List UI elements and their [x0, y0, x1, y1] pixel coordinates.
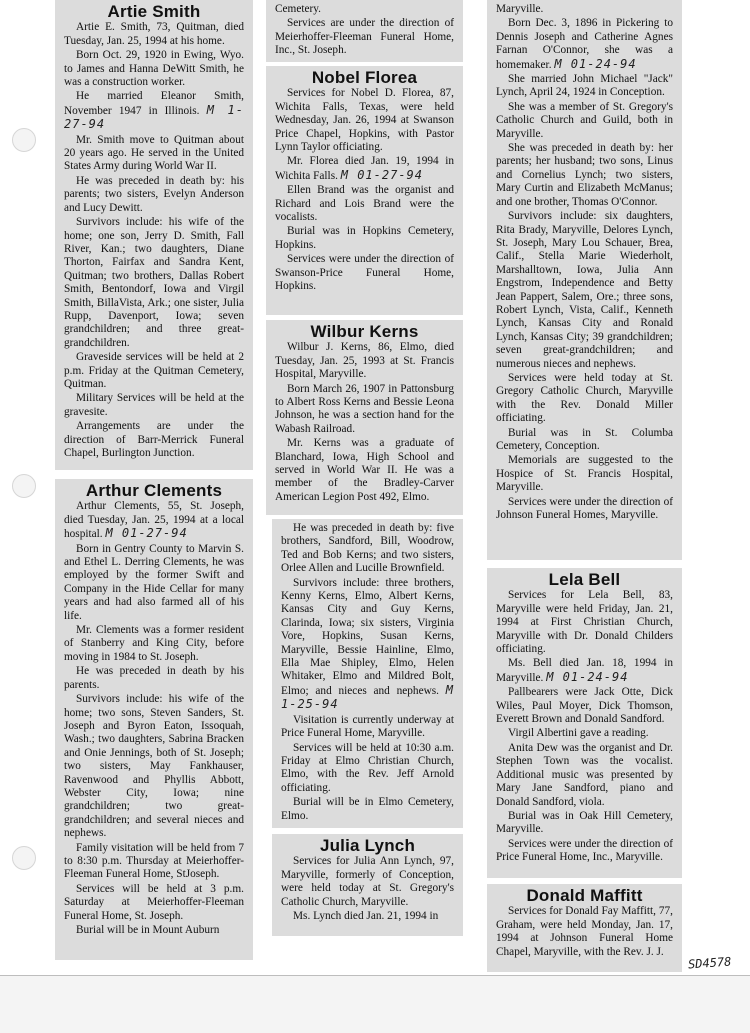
paragraph: Mr. Kerns was a graduate of Blanchard, Iowa, High School and served in World War II. He was a member of the Bradley-Carver American Legion Post 492, Elmo.: [275, 437, 454, 503]
obituary-wilbur-kerns: [266, 320, 463, 515]
paragraph: Military Services will be held at the gravesite.: [64, 392, 244, 418]
paragraph: Born Dec. 3, 1896 in Pickering to Dennis Joseph and Catherine Agnes Farnan O'Connor, she was a homemaker. M 01-24-94: [496, 17, 673, 71]
obituary-julia-lynch: [272, 834, 463, 936]
paragraph: Services were under the direction of Swanson-Price Funeral Home, Hopkins.: [275, 253, 454, 293]
paragraph: She was a member of St. Gregory's Catholic Church and Guild, both in Maryville.: [496, 100, 673, 140]
obituary-julia-lynch-continued: [487, 0, 682, 560]
paragraph: Services for Julia Ann Lynch, 97, Maryville, formerly of Conception, were held today at St. Gregory's Catholic Church, Maryville.: [281, 855, 454, 908]
paragraph: Mr. Florea died Jan. 19, 1994 in Wichita Falls. M 01-27-94: [275, 155, 454, 182]
archive-stamp: SD4578: [687, 954, 732, 972]
paragraph: Services for Nobel D. Florea, 87, Wichita Falls, Texas, were held Wednesday, Jan. 26, 1994 at Swanson Price Chapel, Hopkins, with Pastor Lynn Taylor officiating.: [275, 87, 454, 154]
paragraph: Burial will be in Mount Auburn: [76, 924, 220, 936]
obituary-title: Wilbur Kerns: [310, 322, 419, 341]
paragraph: He was preceded in death by his parents.: [64, 665, 244, 691]
paragraph: She was preceded in death by: her parents; her husband; two sons, Linus and Cornelius Lynch; two sisters, Mary Curtin and Elizabeth McManus; and one brother, Thomas O'Connor.: [496, 142, 673, 208]
paragraph: He was preceded in death by: his parents; two sisters, Evelyn Anderson and Lucy Dewitt.: [64, 174, 244, 214]
handwritten-date: M 01-24-94: [554, 56, 637, 71]
obituary-continuation: [266, 0, 463, 62]
obituary-lela-bell: [487, 568, 682, 878]
handwritten-date: M 1-27-94: [64, 102, 244, 132]
paragraph: Memorials are suggested to the Hospice of St. Francis Hospital, Maryville.: [496, 454, 673, 494]
paragraph: Born in Gentry County to Marvin S. and Ethel L. Derring Clements, he was employed by the former Swift and Company in the Hide Cellar for many years and had also farmed all of his life.: [64, 542, 244, 622]
handwritten-date: M 01-27-94: [340, 167, 423, 182]
paragraph: Burial was in Oak Hill Cemetery, Maryville.: [496, 809, 673, 836]
paragraph: He married Eleanor Smith, November 1947 in Illinois. M 1-27-94: [64, 90, 244, 132]
paragraph: Mr. Smith move to Quitman about 20 years ago. He served in the United States Army during World War II.: [64, 133, 244, 173]
obituary-wilbur-kerns-continued: [272, 519, 463, 828]
punch-hole: [12, 474, 36, 498]
punch-hole: [12, 128, 36, 152]
handwritten-date: M 01-27-94: [105, 526, 188, 541]
paragraph: Wilbur J. Kerns, 86, Elmo, died Tuesday, Jan. 25, 1993 at St. Francis Hospital, Maryville.: [275, 341, 454, 381]
paragraph: Maryville.: [496, 3, 544, 15]
paragraph: Family visitation will be held from 7 to 8:30 p.m. Thursday at Meierhoffer-Fleeman Funeral Home, StJoseph.: [64, 841, 244, 881]
paragraph: Ellen Brand was the organist and Richard and Lois Brand were the vocalists.: [275, 184, 454, 224]
obituary-title: Donald Maffitt: [526, 886, 643, 905]
obituary-title: Artie Smith: [107, 2, 201, 21]
paragraph: Services will be held at 3 p.m. Saturday at Meierhoffer-Fleeman Funeral Home, St. Joseph.: [64, 882, 244, 922]
paragraph: She married John Michael "Jack" Lynch, April 24, 1924 in Conception.: [496, 73, 673, 99]
paragraph: Cemetery.: [275, 3, 322, 15]
punch-hole: [12, 846, 36, 870]
paragraph: Mr. Clements was a former resident of Stanberry and King City, before moving in 1984 to St. Joseph.: [64, 624, 244, 663]
paragraph: Ms. Lynch died Jan. 21, 1994 in: [293, 910, 439, 923]
paragraph: Burial will be in Elmo Cemetery, Elmo.: [281, 796, 454, 822]
paragraph: Services for Donald Fay Maffitt, 77, Graham, were held Monday, Jan. 17, 1994 at Johnson Funeral Home Chapel, Maryville, with the Rev. J. J.: [496, 905, 673, 958]
paragraph: Artie E. Smith, 73, Quitman, died Tuesday, Jan. 25, 1994 at his home.: [64, 21, 244, 47]
paragraph: Virgil Albertini gave a reading.: [508, 727, 649, 740]
obituary-nobel-florea: [266, 66, 463, 315]
paragraph: Survivors include: his wife of the home; one son, Jerry D. Smith, Fall River, Kan.; two daughters, Diane Thorton, Fairfax and Sandra Kent, Quitman; two brothers, Dallas Robert Smith, Bentondorf, Iowa and Virgil Smith, BillaVista, Ark.; one sister, Julia Rupp, Davenport, Iowa; seven grandchildren; and three great-grandchildren.: [64, 216, 244, 349]
obituary-title: Arthur Clements: [85, 481, 223, 500]
paragraph: Services will be held at 10:30 a.m. Friday at Elmo Christian Church, Elmo, with the Rev. Jeff Arnold officiating.: [281, 741, 454, 794]
paragraph: Burial was in Hopkins Cemetery, Hopkins.: [275, 225, 454, 251]
paragraph: Visitation is currently underway at Price Funeral Home, Maryville.: [281, 713, 454, 740]
paragraph: Born Oct. 29, 1920 in Ewing, Wyo. to James and Hanna DeWitt Smith, he was a construction worker.: [64, 49, 244, 89]
paragraph: Services are under the direction of Meierhoffer-Fleeman Funeral Home, Inc., St. Joseph.: [275, 17, 454, 57]
paragraph: Arthur Clements, 55, St. Joseph, died Tuesday, Jan. 25, 1994 at a local hospital. M 01-27-94: [64, 500, 244, 541]
paragraph: Anita Dew was the organist and Dr. Stephen Town was the vocalist. Additional music was presented by Mary Jane Sandford, piano and Donald Sandford, viola.: [496, 741, 673, 808]
obituary-arthur-clements: [55, 479, 253, 960]
paragraph: Arrangements are under the direction of Barr-Merrick Funeral Chapel, Burlington Junction.: [64, 420, 244, 459]
paragraph: Pallbearers were Jack Otte, Dick Wiles, Paul Moyer, Dick Thomson, Everett Brown and Donald Sandford.: [496, 686, 673, 726]
obituary-title: Nobel Florea: [311, 68, 418, 87]
obituary-artie-smith: [55, 0, 253, 470]
handwritten-date: M 1-25-94: [281, 682, 454, 712]
paragraph: He was preceded in death by: five brothers, Sandford, Bill, Woodrow, Ted and Bob Kerns; and two sisters, Orlee Allen and Lucille Brownfield.: [281, 522, 454, 575]
paragraph: Graveside services will be held at 2 p.m. Friday at the Quitman Cemetery, Quitman.: [64, 351, 244, 390]
obituary-title: Julia Lynch: [319, 836, 416, 855]
paragraph: Services for Lela Bell, 83, Maryville were held Friday, Jan. 21, 1994 at First Christian Church, Maryville with Dr. Donald Childers officiating.: [496, 589, 673, 656]
paragraph: Survivors include: his wife of the home; two sons, Steven Sanders, St. Joseph and Byron Eaton, Issoquah, Wash.; two daughters, Sabrina Bracken and Onie Jennings, both of St. Joseph; two sisters, May Fankhauser, Ravenwood and Phyllis Abbott, Webster City, Iowa; nine grandchildren; two great-grandchildren; and several nieces and nephews.: [64, 693, 244, 840]
paragraph: Born March 26, 1907 in Pattonsburg to Albert Ross Kerns and Bessie Leona Johnson, he was a section hand for the Wabash Railroad.: [275, 382, 454, 435]
paragraph: Survivors include: three brothers, Kenny Kerns, Elmo, Albert Kerns, Kansas City and Guy Kerns, Clarinda, Iowa; six sisters, Virginia Vore, Hopkins, Susan Kerns, Maryville, Bessie Hainline, Elmo, Ella Mae Shipley, Elmo, Helen Whitaker, Elmo and Mildred Bolt, Elmo; and nieces and nephews. M 1-25-94: [281, 576, 454, 712]
obituary-donald-maffitt: [487, 884, 682, 972]
page-edge: [0, 975, 750, 976]
paragraph: Services were held today at St. Gregory Catholic Church, Maryville with the Rev. Donald Miller officiating.: [496, 371, 673, 425]
handwritten-date: M 01-24-94: [546, 669, 629, 684]
paragraph: Survivors include: six daughters, Rita Brady, Maryville, Delores Lynch, St. Joseph, Mary Lou Schauer, Brea, Calif., Stella Marie Wiederholt, Marshalltown, Iowa, Julia Ann Engstrom, Independence and Betty Jean Pappert, Salem, Ore.; three sons, Robert Lynch, Vista, Calif., Kenneth Lynch, Kansas City and Ronald Lynch, Kansas City; 39 grandchildren; seven great-grandchildren; and numerous nieces and nephews.: [496, 210, 673, 370]
paragraph: Services were under the direction of Johnson Funeral Homes, Maryville.: [496, 495, 673, 522]
obituary-title: Lela Bell: [548, 570, 621, 589]
paragraph: Services were under the direction of Price Funeral Home, Inc., Maryville.: [496, 837, 673, 864]
paragraph: Burial was in St. Columba Cemetery, Conception.: [496, 426, 673, 452]
paragraph: Ms. Bell died Jan. 18, 1994 in Maryville. M 01-24-94: [496, 657, 673, 684]
